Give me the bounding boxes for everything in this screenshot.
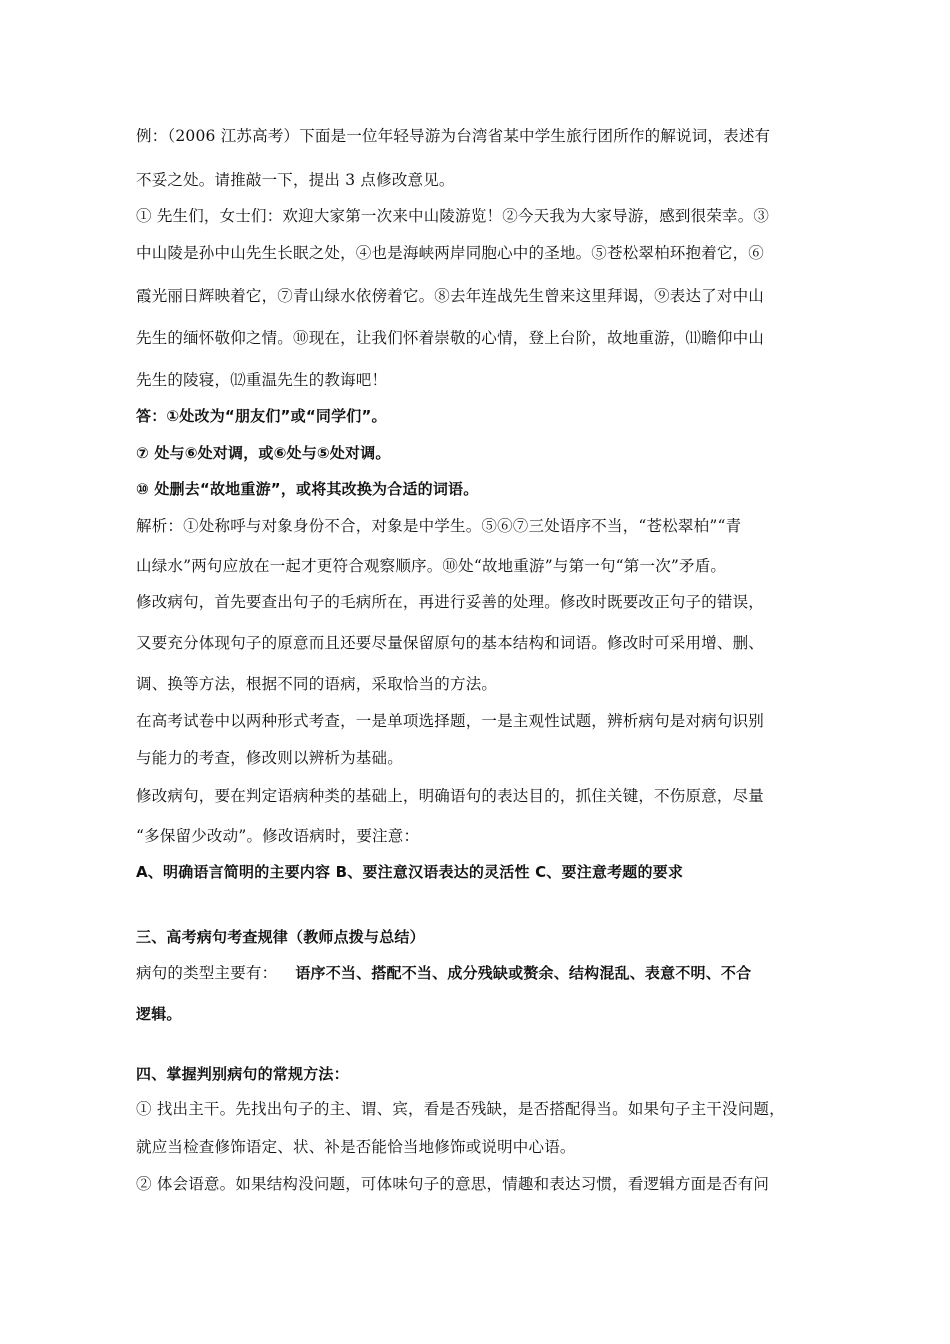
exam-line-2: 与能力的考查，修改则以辨析为基础。 (136, 749, 403, 767)
revise-line-2: 又要充分体现句子的原意而且还要尽量保留原句的基本结构和词语。修改时可采用增、删、 (136, 634, 765, 652)
attention-line-2: “多保留少改动”。修改语病时，要注意： (136, 827, 420, 845)
analysis-line-2: 山绿水”两句应放在一起才更符合观察顺序。⑩处“故地重游”与第一句“第一次”矛盾。 (136, 557, 727, 575)
passage-line-4: 先生的缅怀敬仰之情。⑩现在，让我们怀着崇敬的心情，登上台阶，故地重游，⑾瞻仰中山 (136, 329, 765, 347)
section4-heading: 四、掌握判别病句的常规方法： (136, 1065, 349, 1083)
method1-line-1: ① 找出主干。先找出句子的主、谓、宾，看是否残缺，是否搭配得当。如果句子主干没问题， (136, 1100, 785, 1118)
section3-types-line-1 (136, 963, 751, 983)
exam-line-1: 在高考试卷中以两种形式考查，一是单项选择题，一是主观性试题，辨析病句是对病句识别 (136, 712, 765, 730)
analysis-line-1: 解析：①处称呼与对象身份不合，对象是中学生。⑤⑥⑦三处语序不当，“苍松翠柏”“青 (136, 517, 742, 535)
section3-intro: 病句的类型主要有： (136, 964, 278, 982)
passage-line-2: 中山陵是孙中山先生长眠之处，④也是海峡两岸同胞心中的圣地。⑤苍松翠柏环抱着它，⑥ (136, 244, 765, 262)
method2-line-1: ② 体会语意。如果结构没问题，可体味句子的意思，情趣和表达习惯，看逻辑方面是否有问 (136, 1175, 770, 1193)
section3-types: 语序不当、搭配不当、成分残缺或赘余、结构混乱、表意不明、不合 (295, 964, 752, 982)
example-intro-line-1: 例：（2006 江苏高考）下面是一位年轻导游为台湾省某中学生旅行团所作的解说词，表述有 (136, 127, 771, 145)
revise-line-3: 调、换等方法，根据不同的语病，采取恰当的方法。 (136, 675, 498, 693)
attention-points: A、明确语言简明的主要内容 B、要注意汉语表达的灵活性 C、要注意考题的要求 (136, 863, 684, 881)
section3-heading: 三、高考病句考查规律（教师点拨与总结） (136, 928, 425, 946)
method1-line-2: 就应当检查修饰语定、状、补是否能恰当地修饰或说明中心语。 (136, 1138, 576, 1156)
revise-line-1: 修改病句，首先要查出句子的毛病所在，再进行妥善的处理。修改时既要改正句子的错误， (136, 593, 765, 611)
passage-line-1: ① 先生们，女士们：欢迎大家第一次来中山陵游览！②今天我为大家导游，感到很荣幸。③ (136, 207, 770, 225)
passage-line-3: 霞光丽日辉映着它，⑦青山绿水依傍着它。⑧去年连战先生曾来这里拜谒，⑨表达了对中山 (136, 287, 765, 305)
example-intro-line-2: 不妥之处。请推敲一下，提出 3 点修改意见。 (136, 171, 455, 189)
answer-line-2: ⑦ 处与⑥处对调，或⑥处与⑤处对调。 (136, 444, 391, 462)
attention-line-1: 修改病句，要在判定语病种类的基础上，明确语句的表达目的，抓住关键，不伤原意，尽量 (136, 787, 765, 805)
passage-line-5: 先生的陵寝，⑿重温先生的教诲吧！ (136, 371, 388, 389)
answer-line-3: ⑩ 处删去“故地重游”，或将其改换为合适的词语。 (136, 480, 479, 498)
answer-line-1: 答：①处改为“朋友们”或“同学们”。 (136, 407, 387, 425)
section3-types-line-2: 逻辑。 (136, 1005, 182, 1023)
